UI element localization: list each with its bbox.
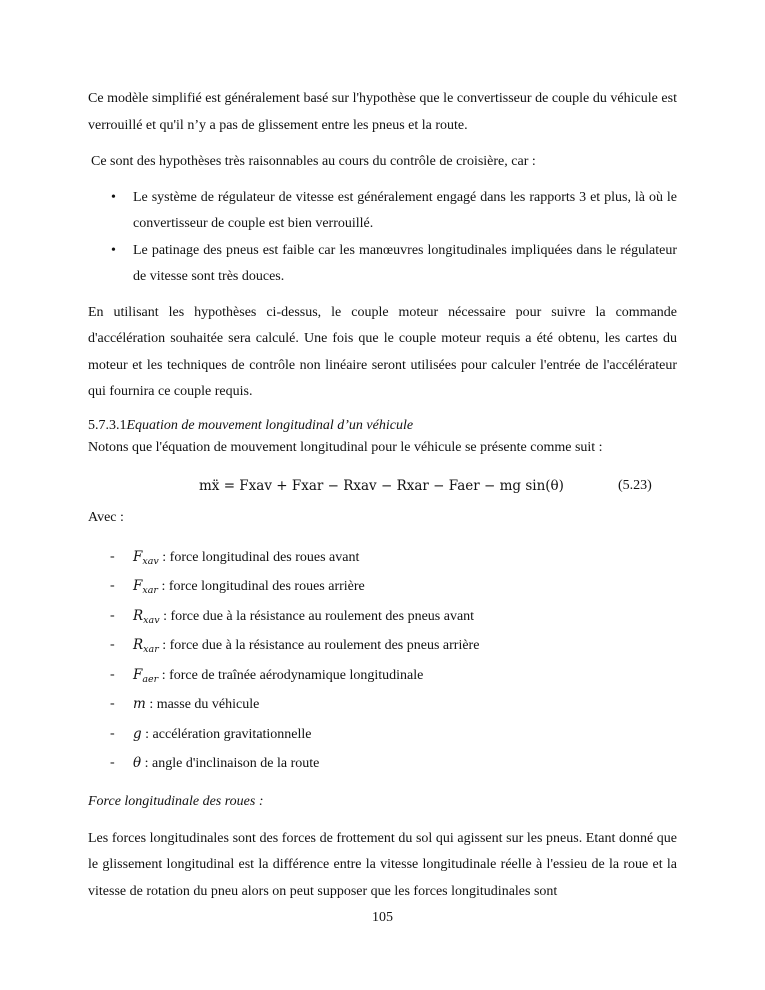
variable-description: : force due à la résistance au roulement des pneus arrière [158, 638, 480, 653]
dash-marker: - [110, 696, 115, 711]
variable-symbol: g [133, 725, 142, 742]
list-item [88, 185, 677, 238]
paragraph-equation-intro: Notons que l'équation de mouvement longitudinal pour le véhicule se présente comme suit : [88, 439, 603, 455]
list-item-text: Le patinage des pneus est faible car les manœuvres longitudinales impliquées dans le régulateur de vitesse sont très douces. [133, 242, 677, 284]
variable-symbol: θ [133, 755, 142, 771]
list-item [88, 543, 677, 573]
variable-description: : force de traînée aérodynamique longitudinale [158, 667, 424, 683]
paragraph-longitudinal-forces: Les forces longitudinales sont des forces de frottement du sol qui agissent sur les pneus. Etant donné que le glissement longitudinal est la différence entre la vitesse longitudinale réelle à l'essieu de la roue et la vitesse de rotation du pneu alors on peut supposer que les forces longitudinales sont [88, 830, 677, 899]
paragraph-hypotheses: Ce sont des hypothèses très raisonnables au cours du contrôle de croisière, car : [91, 154, 536, 169]
page-number: 105 [372, 910, 393, 925]
variable-symbol: $R_{xar}$ [133, 637, 159, 655]
list-item-text: Le système de régulateur de vitesse est généralement engagé dans les rapports 3 et plus, là où le convertisseur de couple est bien verrouillé. [133, 189, 677, 231]
list-item [88, 690, 677, 720]
avec-label: Avec : [88, 509, 124, 525]
variable-description: : accélération gravitationnelle [141, 726, 312, 742]
variable-description: : angle d'inclinaison de la route [141, 756, 320, 771]
page-content [88, 86, 677, 905]
variable-description: : force due à la résistance au roulement des pneus avant [159, 608, 475, 624]
subsection-heading [88, 415, 677, 437]
subsection-title: Equation de mouvement longitudinal d’un véhicule [126, 417, 414, 433]
variable-symbol: $F_{aer}$ [133, 666, 159, 685]
variable-description: : force longitudinal des roues avant [158, 549, 360, 565]
dash-marker: - [110, 637, 115, 652]
dash-marker: - [110, 666, 115, 682]
bullet-icon: • [111, 189, 116, 205]
dash-marker: - [110, 578, 115, 593]
dash-marker: - [110, 548, 115, 564]
list-item [88, 238, 677, 291]
force-heading: Force longitudinale des roues : [88, 793, 264, 809]
variable-description: : force longitudinal des roues arrière [157, 579, 365, 594]
equation-body: mẍ = Fxav + Fxar − Rxav − Rxar − Faer − mg sin(θ) [199, 477, 564, 494]
list-item [88, 602, 677, 632]
list-item [88, 631, 677, 661]
variable-description: : masse du véhicule [145, 697, 260, 712]
variable-symbol: m [133, 696, 146, 712]
equation-block [88, 467, 677, 501]
hypotheses-list [88, 185, 677, 291]
dash-marker: - [110, 725, 115, 741]
list-item [88, 749, 677, 779]
dash-marker: - [110, 607, 115, 623]
variable-symbol: $F_{xar}$ [133, 578, 158, 596]
paragraph-torque: En utilisant les hypothèses ci-dessus, le couple moteur nécessaire pour suivre la commande d'accélération souhaitée sera calculé. Une fois que le couple moteur requis a été obtenu, les cartes du moteur et les techniques de contrôle non linéaire seront utilisées pour calculer l'entrée de l'accélérateur qui fournira ce couple requis. [88, 304, 677, 399]
list-item [88, 661, 677, 691]
variables-list [88, 543, 677, 779]
list-item [88, 572, 677, 602]
variable-symbol: $F_{xav}$ [133, 548, 159, 567]
dash-marker: - [110, 755, 115, 770]
paragraph-intro: Ce modèle simplifié est généralement basé sur l'hypothèse que le convertisseur de couple du véhicule est verrouillé et qu'il n’y a pas de glissement entre les pneus et la route. [88, 91, 677, 133]
variable-symbol: $R_{xav}$ [133, 607, 160, 626]
equation-number: (5.23) [618, 477, 652, 493]
list-item [88, 720, 677, 750]
subsection-number: 5.7.3.1 [88, 417, 127, 433]
bullet-icon: • [111, 242, 116, 258]
